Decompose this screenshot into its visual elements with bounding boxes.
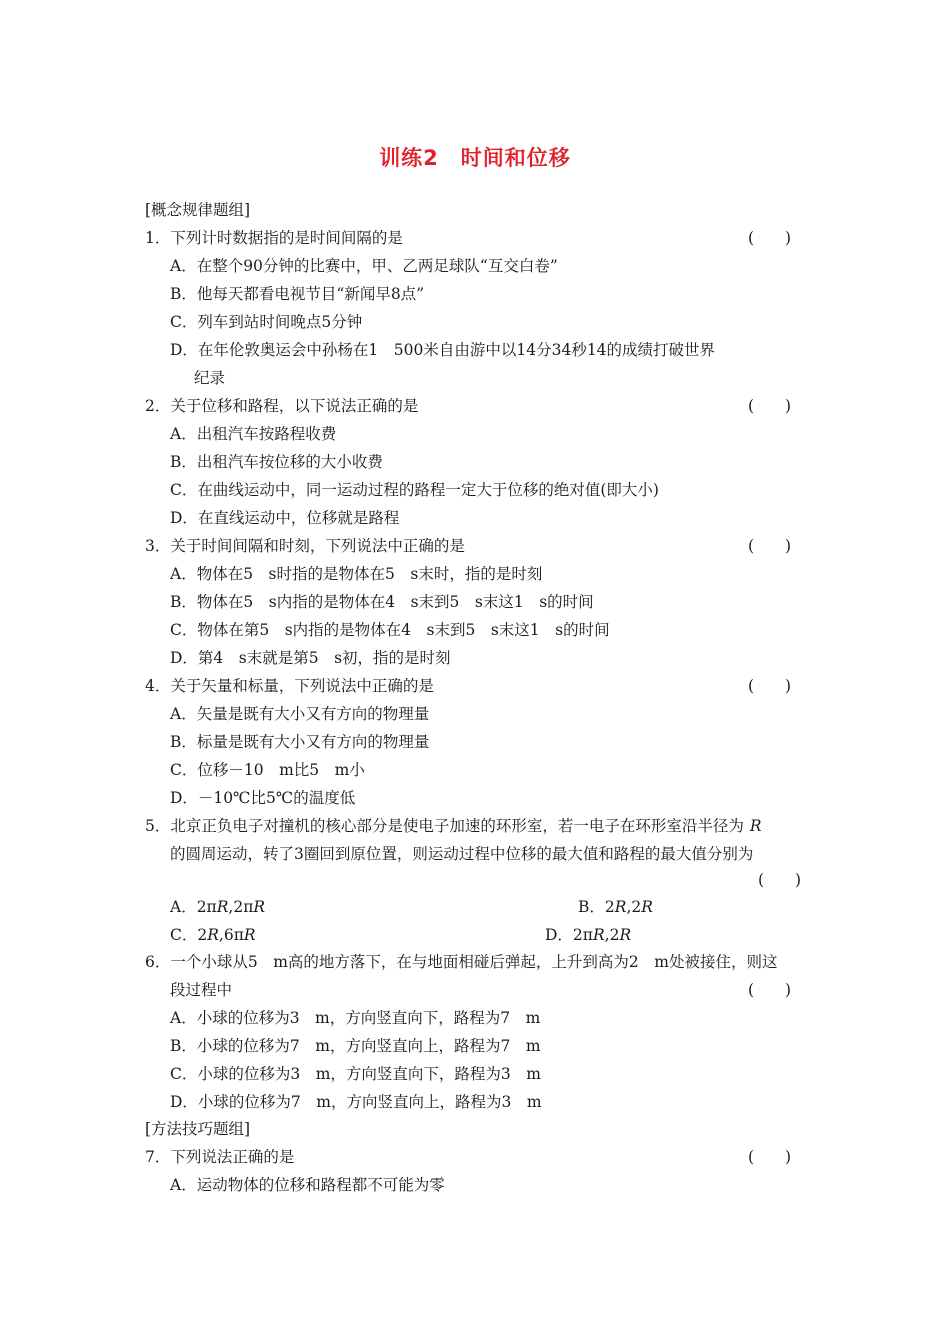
q5-option-b-r1: R (614, 898, 627, 916)
q6-stem: 6．一个小球从5 m高的地方落下，在与地面相碰后弹起，上升到高为2 m处被接住，则这 (145, 953, 778, 971)
q5-option-b-mid: ,2 (626, 898, 642, 916)
q6-stem-cont: 段过程中 (170, 981, 233, 999)
q5-option-a-r1: R (216, 898, 229, 916)
q5-option-c (170, 924, 256, 946)
q5-option-a (170, 896, 265, 918)
q1-option-a: A．在整个90分钟的比赛中，甲、乙两足球队“互交白卷” (170, 257, 558, 275)
q6-answer-paren: ( ) (748, 981, 792, 999)
q6-option-a: A．小球的位移为3 m，方向竖直向下，路程为7 m (170, 1009, 541, 1027)
page-title: 训练2 时间和位移 (379, 146, 571, 170)
q2-answer-paren: ( ) (748, 397, 792, 415)
q6-option-d: D．小球的位移为7 m，方向竖直向上，路程为3 m (170, 1093, 542, 1111)
q5-option-a-label: A．2π (170, 898, 217, 916)
q1-stem: 1．下列计时数据指的是时间间隔的是 (145, 229, 403, 247)
q5-stem-cont: 的圆周运动，转了3圈回到原位置，则运动过程中位移的最大值和路程的最大值分别为 (170, 845, 754, 863)
q1-option-d: D．在年伦敦奥运会中孙杨在1 500米自由游中以14分34秒14的成绩打破世界 (170, 341, 716, 359)
q3-option-a: A．物体在5 s时指的是物体在5 s末时，指的是时刻 (170, 565, 543, 583)
q1-answer-paren: ( ) (748, 229, 792, 247)
q5-option-b (578, 896, 653, 918)
q3-option-d: D．第4 s末就是第5 s初，指的是时刻 (170, 649, 451, 667)
q3-answer-paren: ( ) (748, 537, 792, 555)
q6-option-c: C．小球的位移为3 m，方向竖直向下，路程为3 m (170, 1065, 541, 1083)
q5-stem-radius: R (749, 817, 762, 835)
q7-stem: 7．下列说法正确的是 (145, 1148, 295, 1166)
q4-option-b: B．标量是既有大小又有方向的物理量 (170, 733, 430, 751)
q5-option-d-r2: R (619, 926, 632, 944)
q5-stem (145, 815, 762, 837)
q5-option-d-mid: ,2 (604, 926, 620, 944)
q2-option-d: D．在直线运动中，位移就是路程 (170, 509, 400, 527)
q2-option-a: A．出租汽车按路程收费 (170, 425, 337, 443)
q2-stem: 2．关于位移和路程，以下说法正确的是 (145, 397, 419, 415)
q7-answer-paren: ( ) (748, 1148, 792, 1166)
q5-option-a-mid: ,2π (228, 898, 254, 916)
section-concepts: [概念规律题组] (145, 201, 251, 219)
q5-option-c-mid: ,6π (218, 926, 244, 944)
q3-stem: 3．关于时间间隔和时刻，下列说法中正确的是 (145, 537, 465, 555)
q7-option-a: A．运动物体的位移和路程都不可能为零 (170, 1176, 445, 1194)
q1-option-b: B．他每天都看电视节目“新闻早8点” (170, 285, 425, 303)
q4-stem: 4．关于矢量和标量，下列说法中正确的是 (145, 677, 434, 695)
q4-answer-paren: ( ) (748, 677, 792, 695)
q5-option-c-r2: R (243, 926, 256, 944)
q5-option-b-label: B．2 (578, 898, 615, 916)
q2-option-b: B．出租汽车按位移的大小收费 (170, 453, 383, 471)
q2-option-c: C．在曲线运动中，同一运动过程的路程一定大于位移的绝对值(即大小) (170, 481, 659, 499)
q5-option-c-label: C．2 (170, 926, 208, 944)
q3-option-c: C．物体在第5 s内指的是物体在4 s末到5 s末这1 s的时间 (170, 621, 610, 639)
section-methods: [方法技巧题组] (145, 1120, 251, 1138)
q5-option-d-r1: R (592, 926, 605, 944)
q5-option-d-label: D．2π (545, 926, 593, 944)
q5-option-c-r1: R (207, 926, 219, 944)
q4-option-a: A．矢量是既有大小又有方向的物理量 (170, 705, 430, 723)
q5-option-b-r2: R (641, 898, 653, 916)
q3-option-b: B．物体在5 s内指的是物体在4 s末到5 s末这1 s的时间 (170, 593, 594, 611)
q1-option-c: C．列车到站时间晚点5分钟 (170, 313, 363, 331)
q6-option-b: B．小球的位移为7 m，方向竖直向上，路程为7 m (170, 1037, 541, 1055)
q5-stem-text: 5．北京正负电子对撞机的核心部分是使电子加速的环形室，若一电子在环形室沿半径为 (145, 817, 744, 835)
q4-option-c: C．位移－10 m比5 m小 (170, 761, 365, 779)
q5-option-d (545, 924, 631, 946)
q5-answer-paren: ( ) (758, 871, 802, 889)
q5-option-a-r2: R (253, 898, 266, 916)
q1-option-d-cont: 纪录 (194, 369, 226, 387)
q4-option-d: D．－10℃比5℃的温度低 (170, 789, 356, 807)
